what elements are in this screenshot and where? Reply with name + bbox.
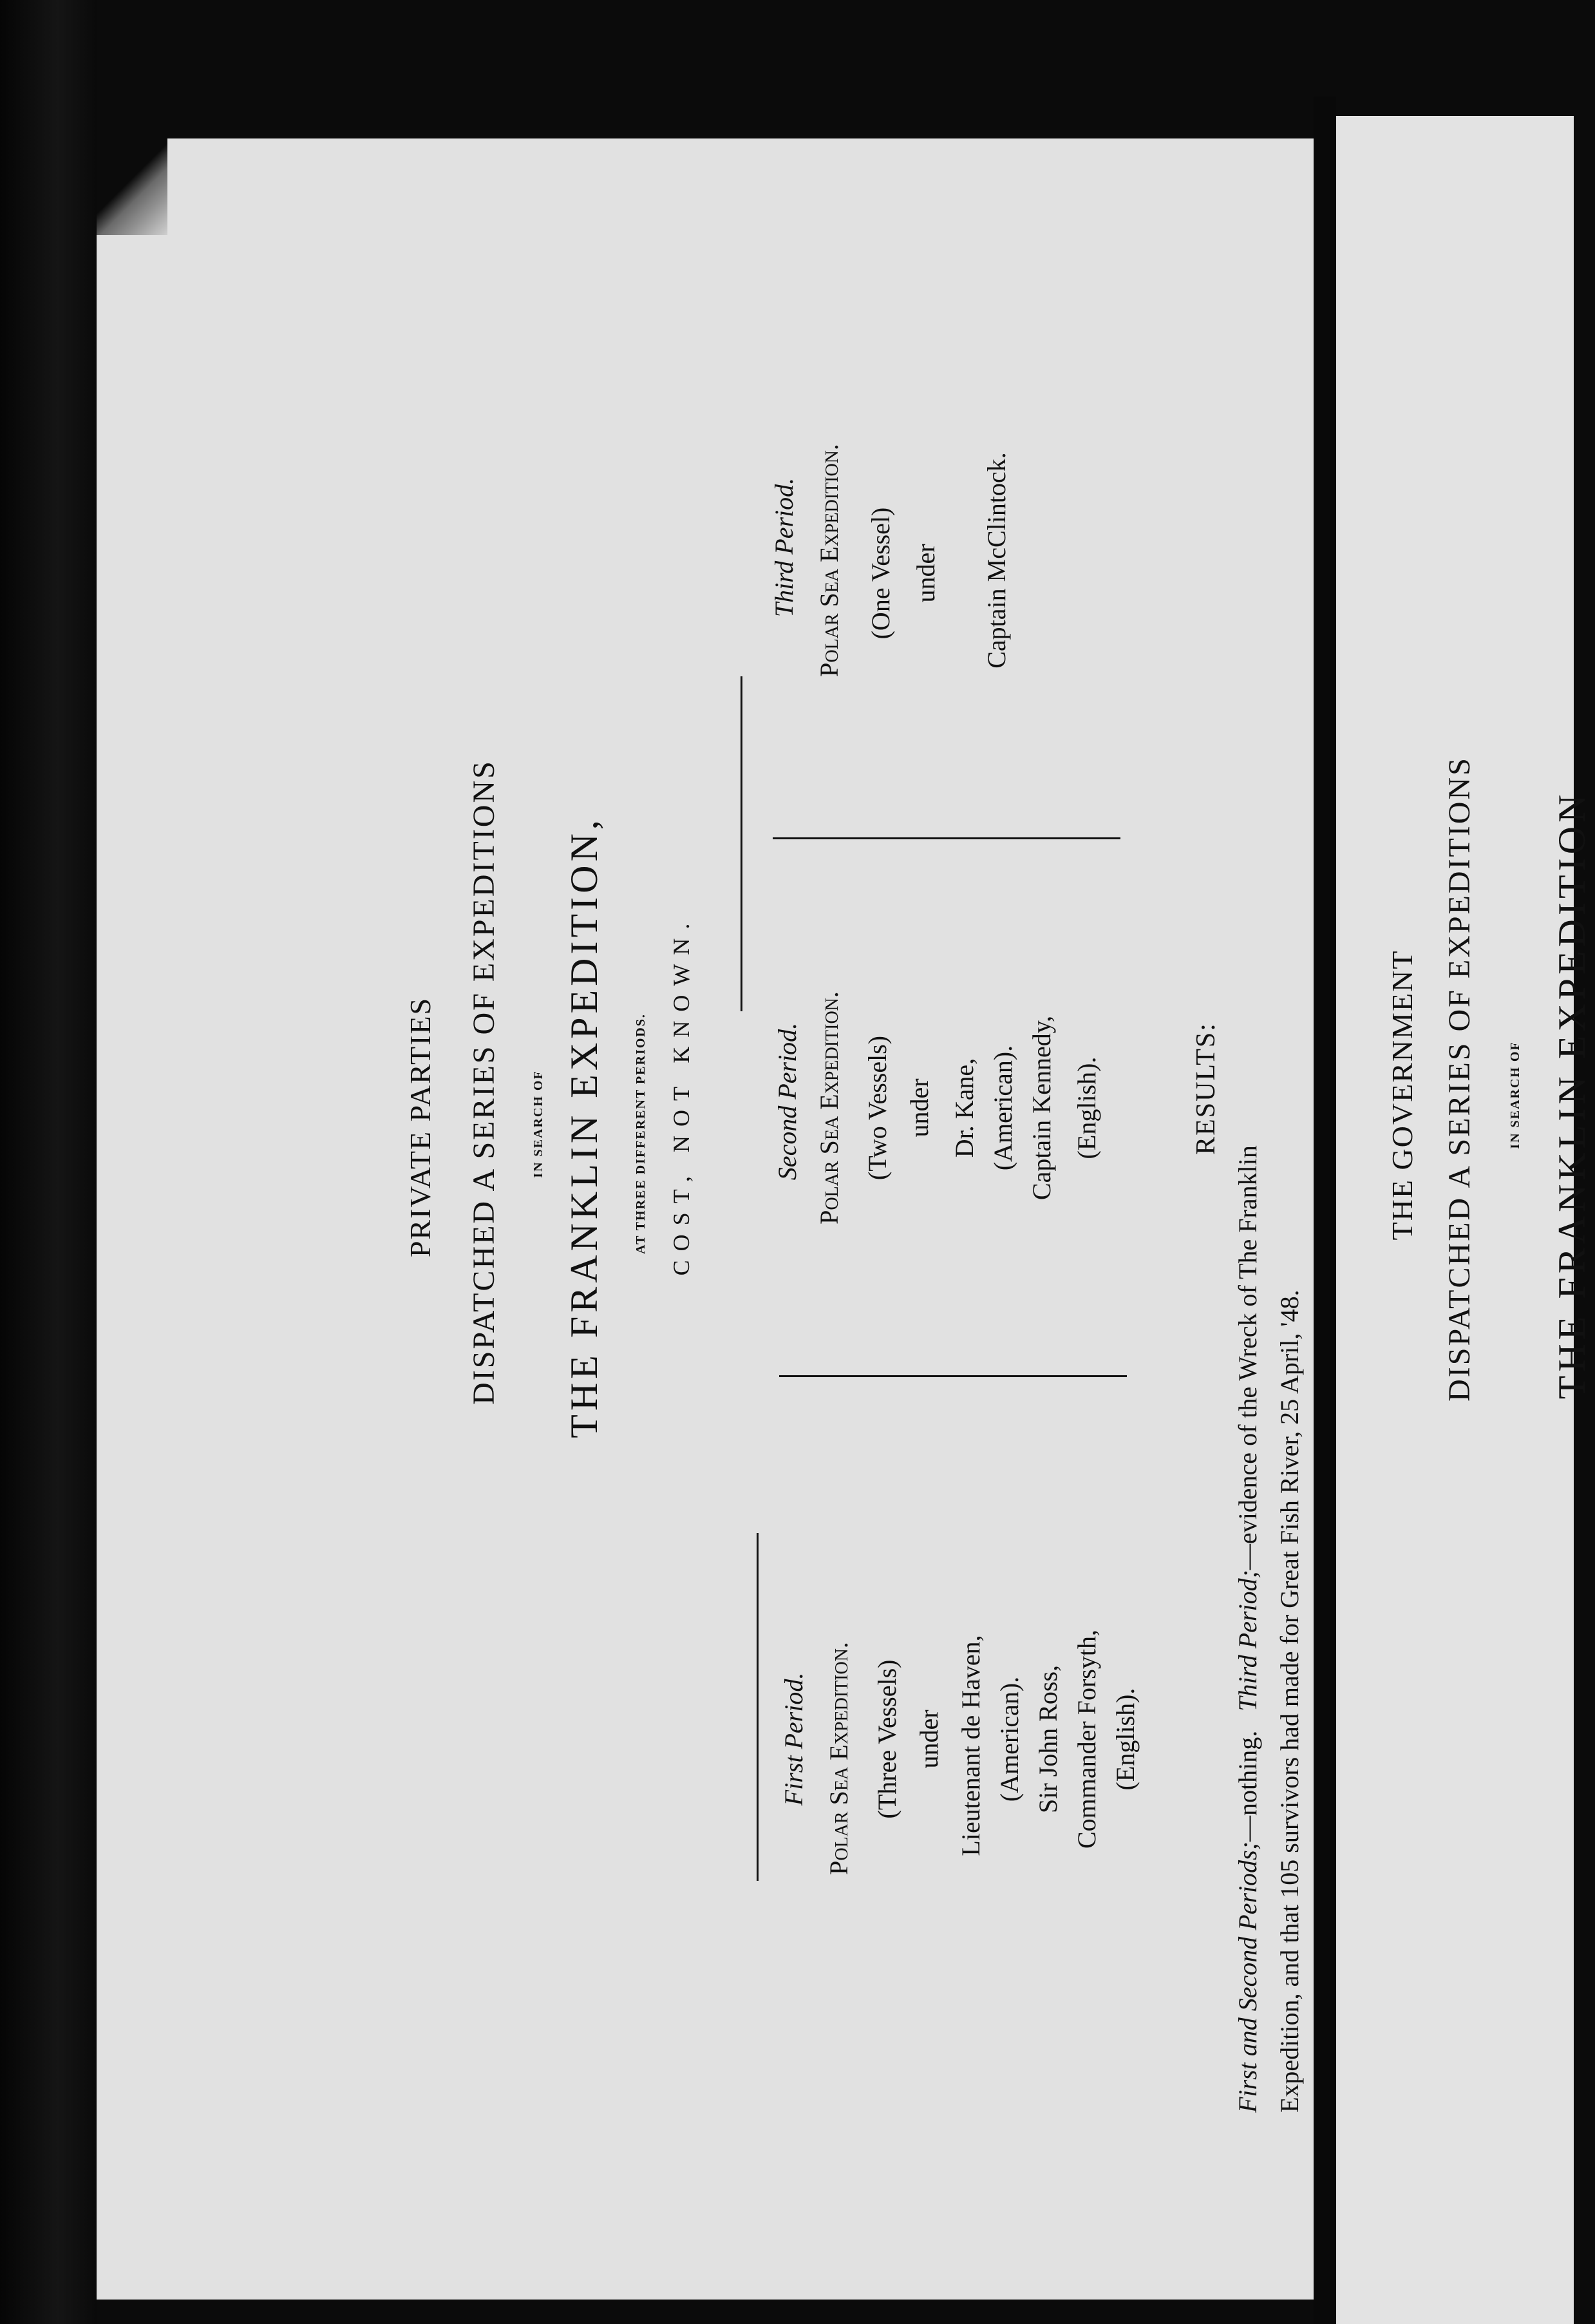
first-period-line-1: Polar Sea Expedition. bbox=[824, 1642, 853, 1875]
third-period-line-2: (One Vessel) bbox=[866, 507, 895, 640]
first-period-title: First Period. bbox=[779, 1672, 808, 1806]
first-period-line-7: Commander Forsyth, bbox=[1072, 1630, 1101, 1849]
results-line-2: Expedition, and that 105 survivors had made for Great Fish River, 25 April, '48. bbox=[1275, 1290, 1304, 2113]
results-third-label: Third Period; bbox=[1233, 1570, 1262, 1711]
right-heading-franklin-partial: THE FRANKLIN EXPEDITION bbox=[1551, 790, 1593, 1400]
first-period-line-4: Lieutenant de Haven, bbox=[956, 1635, 985, 1856]
heading-three-periods: AT THREE DIFFERENT PERIODS. bbox=[634, 1013, 648, 1254]
first-period-line-8: (English). bbox=[1111, 1688, 1140, 1791]
second-period-line-5: (American). bbox=[988, 1045, 1017, 1171]
first-period-line-6: Sir John Ross, bbox=[1033, 1664, 1062, 1814]
third-period-title: Third Period. bbox=[769, 477, 798, 618]
right-heading-government: THE GOVERNMENT bbox=[1386, 949, 1419, 1241]
first-period-line-2: (Three Vessels) bbox=[873, 1659, 901, 1819]
second-period-line-7: (English). bbox=[1072, 1056, 1101, 1159]
first-period-line-5: (American). bbox=[995, 1676, 1024, 1802]
column-rule-2 bbox=[779, 1375, 1127, 1377]
first-period-line-3: under bbox=[914, 1710, 943, 1769]
results-line-1 bbox=[1235, 554, 1263, 2113]
column-rule-3 bbox=[773, 837, 1120, 839]
second-period-title: Second Period. bbox=[773, 1022, 802, 1181]
results-first-second-label: First and Second Periods; bbox=[1233, 1841, 1262, 2113]
second-period-line-2: (Two Vessels) bbox=[863, 1035, 892, 1181]
heading-dispatched: DISPATCHED A SERIES OF EXPEDITIONS bbox=[467, 759, 501, 1405]
column-rule-1 bbox=[757, 1533, 759, 1881]
second-period-line-6: Captain Kennedy, bbox=[1027, 1015, 1056, 1201]
heading-cost: COST, NOT KNOWN. bbox=[668, 914, 694, 1276]
heading-franklin-expedition: THE FRANKLIN EXPEDITION, bbox=[563, 816, 605, 1438]
third-period-line-3: under bbox=[911, 544, 940, 603]
heading-in-search-of: IN SEARCH OF bbox=[531, 1070, 545, 1178]
results-heading: RESULTS: bbox=[1191, 1022, 1221, 1155]
results-third-text: —evidence of the Wreck of The Franklin bbox=[1233, 1145, 1262, 1570]
right-heading-in-search-of: IN SEARCH OF bbox=[1508, 1041, 1522, 1149]
third-period-line-1: Polar Sea Expedition. bbox=[815, 444, 844, 677]
heading-private-parties: PRIVATE PARTIES bbox=[404, 996, 437, 1258]
second-period-line-3: under bbox=[905, 1078, 934, 1138]
third-period-line-4: Captain McClintock. bbox=[982, 452, 1011, 669]
right-heading-dispatched: DISPATCHED A SERIES OF EXPEDITIONS bbox=[1442, 756, 1477, 1402]
results-nothing: —nothing. bbox=[1233, 1730, 1262, 1842]
second-period-line-4: Dr. Kane, bbox=[950, 1058, 979, 1158]
second-period-line-1: Polar Sea Expedition. bbox=[815, 991, 844, 1224]
column-rule-4 bbox=[741, 676, 742, 1011]
